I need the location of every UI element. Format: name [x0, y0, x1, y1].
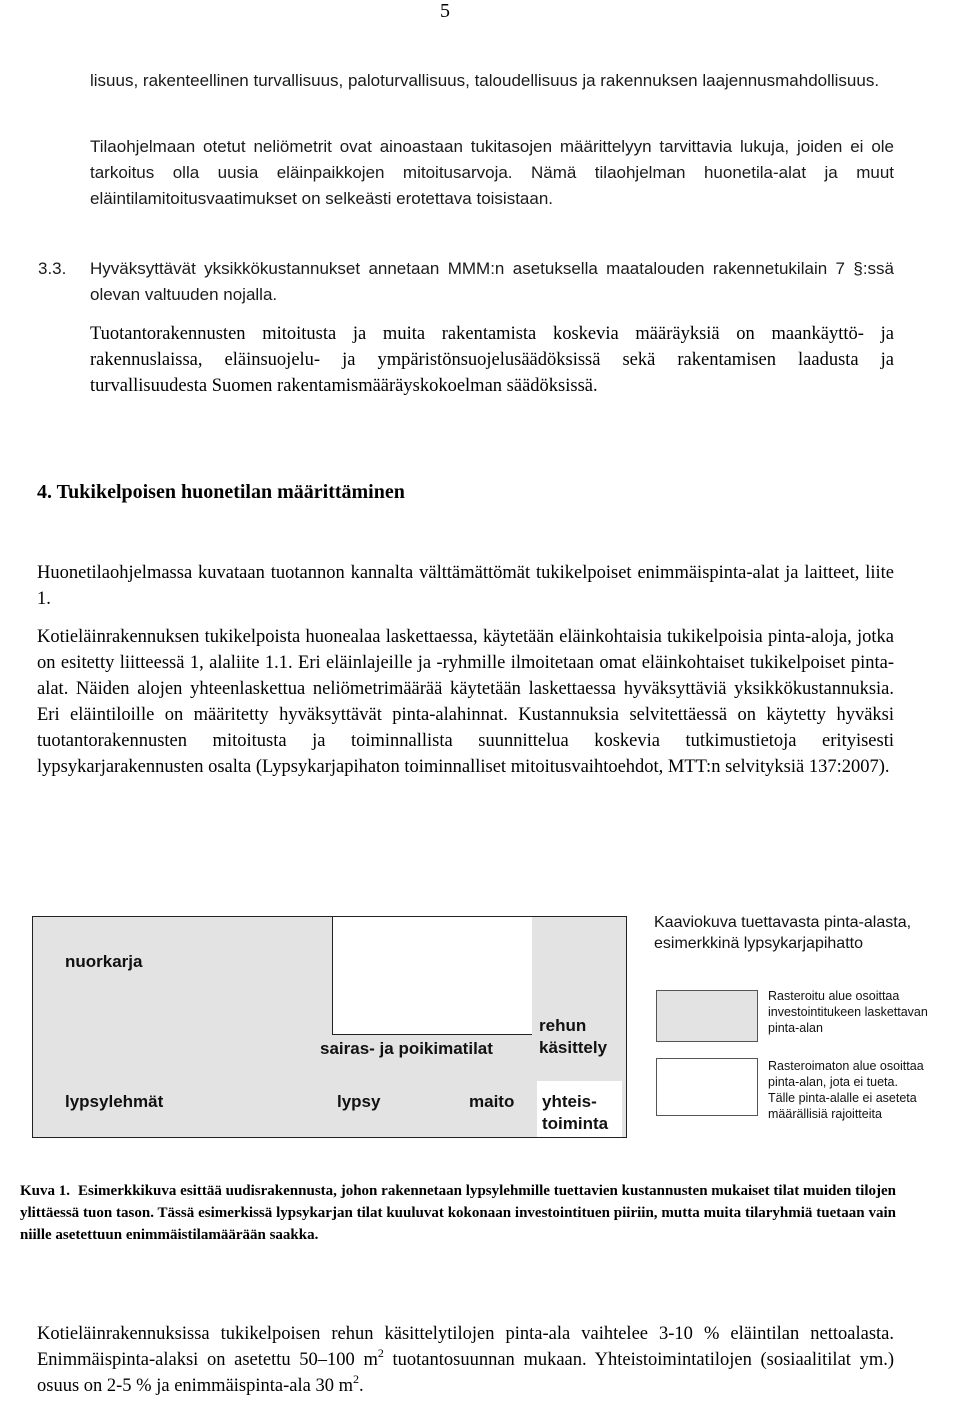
paragraph-intro-continuation: lisuus, rakenteellinen turvallisuus, paloturvallisuus, taloudellisuus ja rakennuksen laajennusmahdollisuus. [90, 71, 880, 90]
legend-shaded-line2: investointitukeen laskettavan [768, 1005, 928, 1019]
p7-part3: . [358, 1376, 364, 1396]
caption-text: Esimerkkikuva esittää uudisrakennusta, johon rakennetaan lypsylehmille tuettavien kustannusten mukaiset tilat muiden tilojen ylittäessä tuon tason. Tässä esimerkissä lypsykarjan tilat kuuluvat kokonaan investointituen piiriin, mutta muita tilaryhmiä tuetaan vain niille asetettuun enimmäistilamäärään saakka. [20, 1183, 896, 1243]
p7-part2: tuotantosuunnan mukaan. Yhteistoimintatilojen (sosiaalitilat ym.) osuus on 2-5 % ja enimmäispinta-ala 30 m [37, 1350, 894, 1396]
legend-unshaded-line2: pinta-alan, jota ei tueta. [768, 1075, 898, 1089]
unshaded-area-top [332, 917, 532, 1035]
legend-shaded-line3: pinta-alan [768, 1021, 823, 1035]
label-lypsy: lypsy [337, 1092, 381, 1111]
paragraph-tilaohjelma: Tilaohjelmaan otetut neliömetrit ovat ainoastaan tukitasojen määrittelyyn tarvittavia lukuja, joiden ei ole tarkoitus olla uusia eläinpaikkojen mitoitusarvoja. Nämä tilaohjelman huonetila-alat ja muut eläintilamitoitusvaatimukset on selkeästi erotettava toisistaan. [90, 137, 894, 208]
p7-part1: Kotieläinrakennuksissa tukikelpoisen rehun käsittelytilojen pinta-ala vaihtelee 3-10 % eläintilan nettoalasta. Enimmäispinta-alaksi on asetettu 50–100 m [37, 1324, 894, 1370]
label-kasittely: käsittely [539, 1038, 608, 1057]
section-heading: 4. Tukikelpoisen huonetilan määrittäminen [37, 481, 405, 503]
page-number: 5 [440, 0, 450, 22]
legend-unshaded-line3: Tälle pinta-alalle ei aseteta [768, 1091, 917, 1105]
section-number: 3.3. [38, 259, 67, 278]
paragraph-kotielainrakennuksen: Kotieläinrakennuksen tukikelpoista huonealaa laskettaessa, käytetään eläinkohtaisia tukikelpoisia pinta-aloja, jotka on esitetty liitteessä 1, alaliite 1.1. Eri eläinlajeille ja -ryhmille ilmoitetaan omat eläinkohtaiset tukikelpoiset pinta-alat. Näiden alojen yhteenlaskettua neliömetrimäärää käytetään laskettaessa hyväksyttäviä yksikkökustannuksia. Eri eläintiloille on määritetty hyväksyttävät pinta-alahinnat. Kustannuksia selvitettäessä on käytetty hyväksi tuotantorakennusten mitoitusta ja toiminnallista suunnittelua koskevia tutkimustietoja erityisesti lypsykarjarakennusten osalta (Lypsykarjapihaton toiminnalliset mitoitusvaihtoehdot, MTT:n selvityksiä 137:2007). [37, 627, 894, 777]
legend-title-line1: Kaaviokuva tuettavasta pinta-alasta, [654, 914, 912, 931]
label-maito: maito [469, 1092, 515, 1111]
paragraph-tuotantorakennusten: Tuotantorakennusten mitoitusta ja muita rakentamista koskevia määräyksiä on maankäyttö- ja rakennuslaissa, eläinsuojelu- ja ympäristönsuojelusäädöksissä sekä rakentamisen laadusta ja turvallisuudesta Suomen rakentamismääräyskokoelman säädöksissä. [90, 324, 894, 396]
legend-unshaded-line1: Rasteroimaton alue osoittaa [768, 1059, 924, 1073]
superscript-2: 2 [377, 1346, 384, 1360]
floor-plan-diagram [32, 916, 627, 1138]
figure-caption [20, 1180, 896, 1246]
paragraph-3-3 [38, 256, 894, 308]
section-3-3-text: Hyväksyttävät yksikkökustannukset annetaan MMM:n asetuksella maatalouden rakennetukilain 7 §:ssä olevan valtuuden nojalla. [90, 259, 894, 304]
legend-swatch-shaded [656, 990, 758, 1042]
label-rehun: rehun [539, 1016, 587, 1035]
legend-title [654, 912, 911, 954]
paragraph-huonetilaohjelma: Huonetilaohjelmassa kuvataan tuotannon kannalta välttämättömät tukikelpoiset enimmäispinta-alat ja laitteet, liite 1. [37, 563, 894, 609]
label-sairas-poikimatilat: sairas- ja poikimatilat [320, 1039, 493, 1058]
label-yhteis: yhteis- [542, 1092, 597, 1111]
label-lypsylehmat: lypsylehmät [65, 1092, 164, 1111]
label-toiminta: toiminta [542, 1114, 609, 1133]
superscript-2-b: 2 [352, 1372, 359, 1386]
legend-unshaded-line4: määrällisiä rajoitteita [768, 1107, 882, 1121]
legend-swatch-unshaded [656, 1058, 758, 1116]
legend-text-unshaded [768, 1058, 924, 1122]
caption-label: Kuva 1. [20, 1183, 71, 1199]
label-nuorkarja: nuorkarja [65, 952, 143, 971]
legend-title-line2: esimerkkinä lypsykarjapihatto [654, 935, 863, 952]
legend-shaded-line1: Rasteroitu alue osoittaa [768, 989, 900, 1003]
paragraph-rehun-kasittely [37, 1321, 894, 1399]
legend-text-shaded [768, 988, 928, 1036]
